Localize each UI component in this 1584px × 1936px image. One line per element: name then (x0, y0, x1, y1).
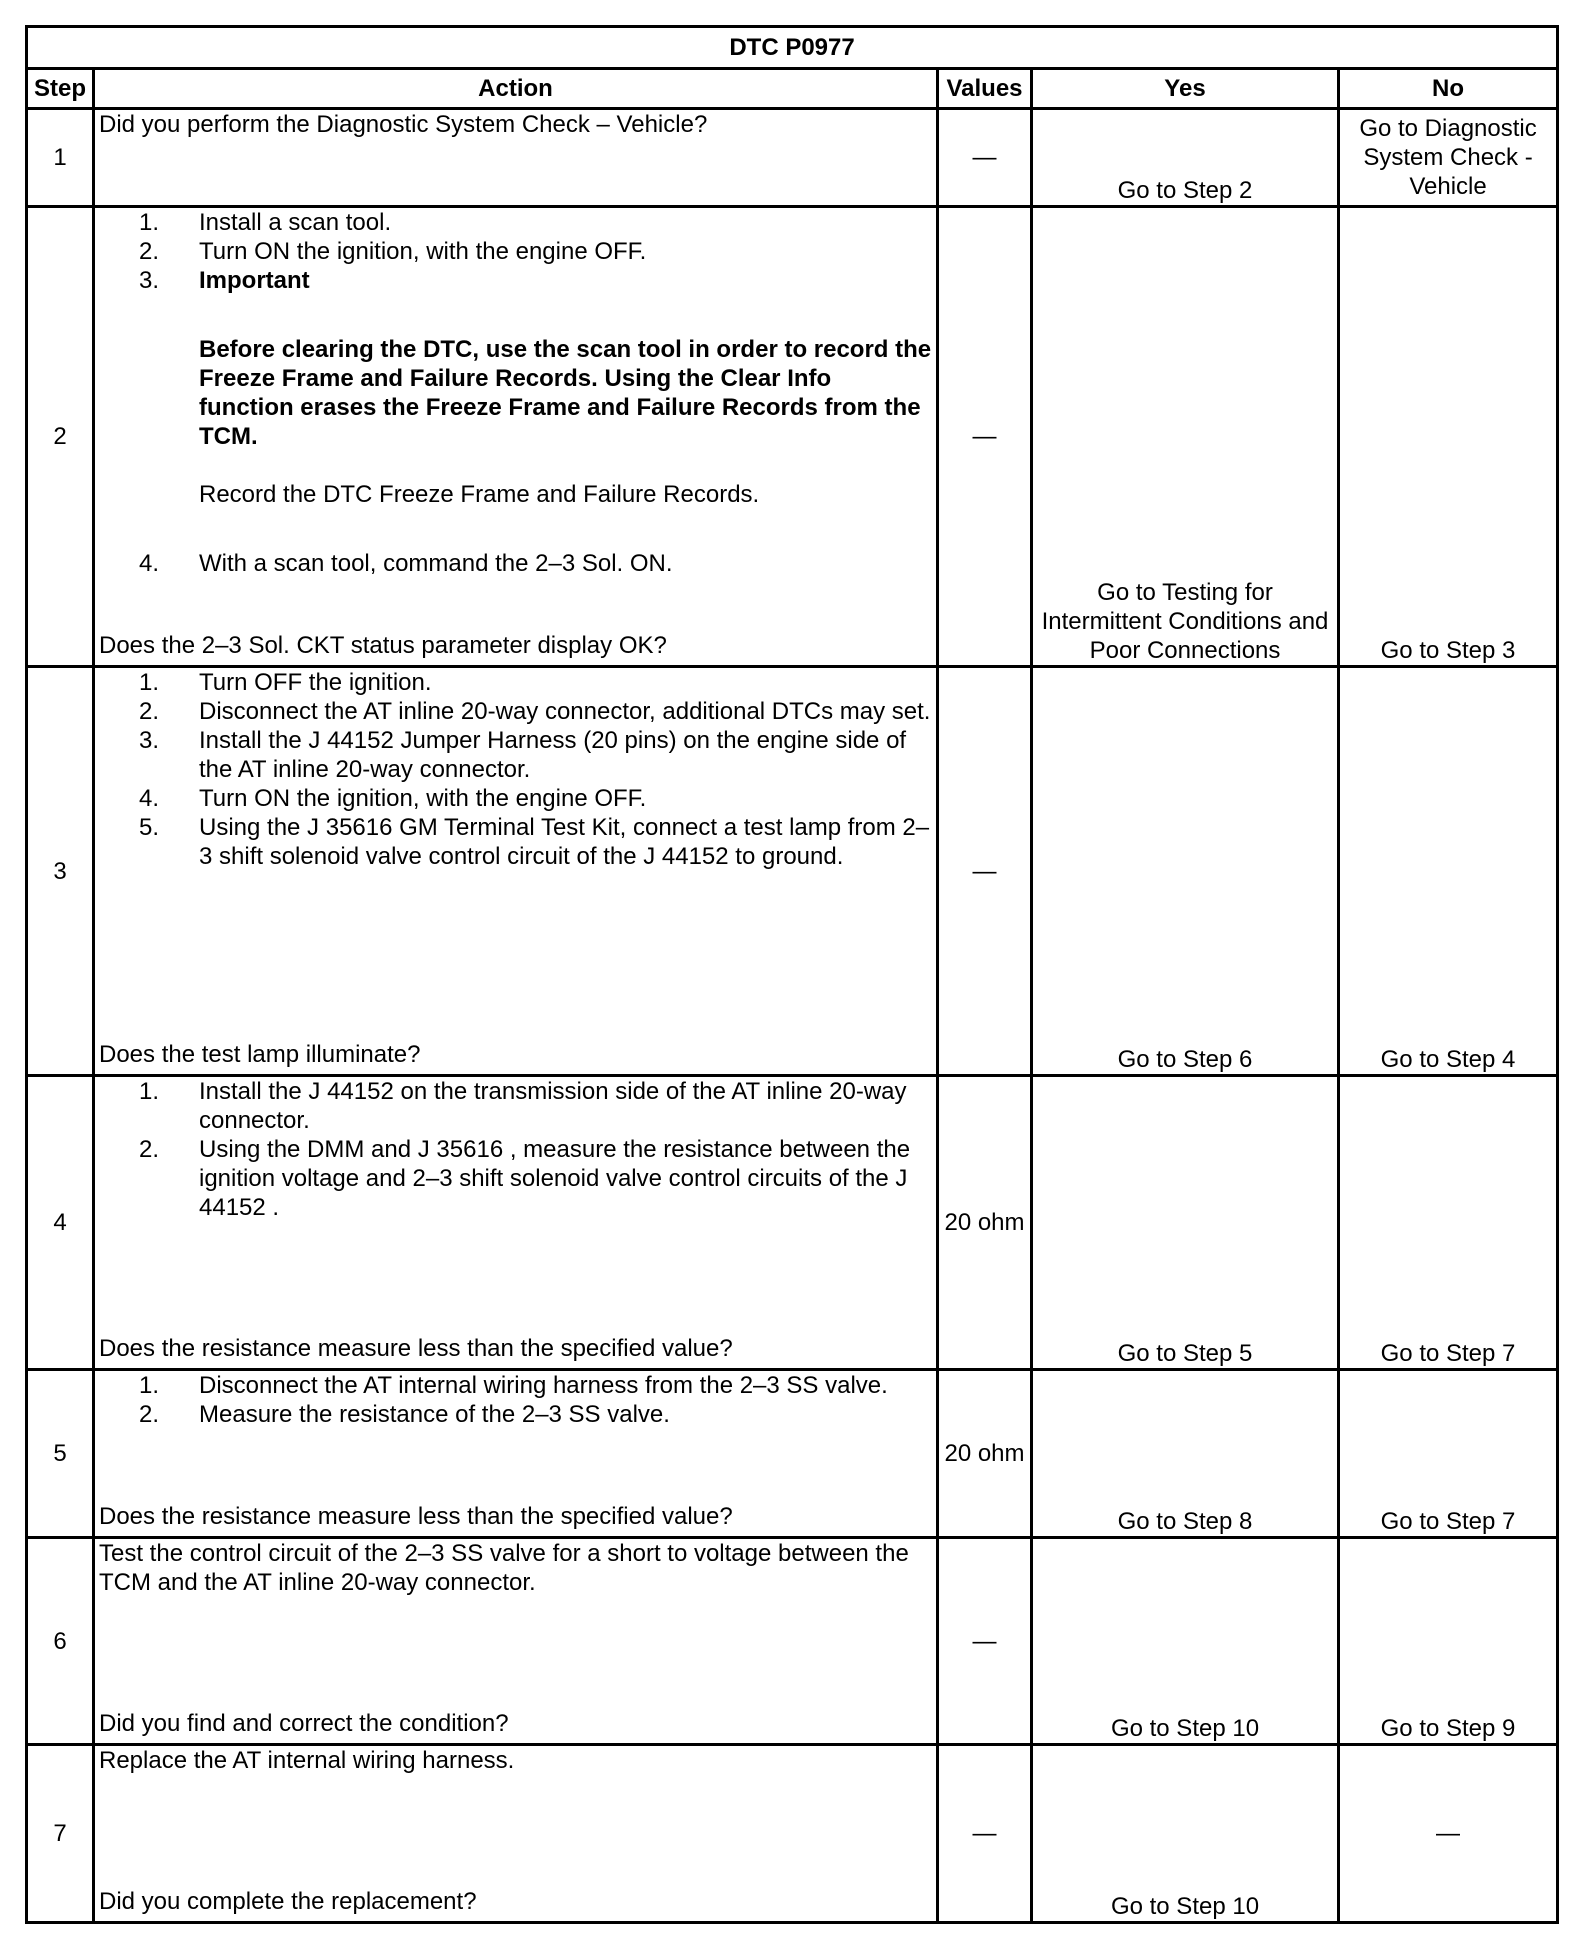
value-cell: 20 ohm (938, 1076, 1032, 1370)
action-cell (94, 667, 938, 1076)
value-cell: — (938, 1538, 1032, 1745)
list-item: 2. Disconnect the AT inline 20-way connector, additional DTCs may set. (138, 698, 931, 725)
step-number: 2 (27, 207, 94, 667)
list-item: 3. Install the J 44152 Jumper Harness (20 pins) on the engine side of the AT inline 20-way connector. (138, 727, 907, 783)
list-item: 2. Turn ON the ignition, with the engine OFF. (138, 238, 647, 265)
table-row (27, 1538, 1558, 1745)
value-cell: — (938, 109, 1032, 207)
list-item: 1. Disconnect the AT internal wiring harness from the 2–3 SS valve. (138, 1372, 888, 1399)
yes-cell: Go to Step 5 (1032, 1076, 1339, 1370)
list-item: 2. Measure the resistance of the 2–3 SS valve. (138, 1401, 670, 1428)
yes-cell: Go to Step 2 (1032, 109, 1339, 207)
yes-cell: Go to Testing for Intermittent Conditions and Poor Connections (1032, 207, 1339, 667)
action-question: Does the test lamp illuminate? (99, 1041, 421, 1068)
step-number: 3 (27, 667, 94, 1076)
action-question: Did you complete the replacement? (99, 1888, 477, 1915)
yes-cell: Go to Step 10 (1032, 1745, 1339, 1923)
list-item: 2. Using the DMM and J 35616 , measure the resistance between the ignition voltage and 2–3 shift solenoid valve control circuits of the J 44152 . (138, 1136, 911, 1221)
action-cell (94, 1076, 938, 1370)
step-number: 5 (27, 1370, 94, 1538)
action-instruction: Test the control circuit of the 2–3 SS valve for a short to voltage between the TCM and the AT inline 20-way connector. (99, 1540, 909, 1596)
table-row (27, 109, 1558, 207)
action-question: Did you find and correct the condition? (99, 1710, 509, 1737)
step-number: 4 (27, 1076, 94, 1370)
yes-cell: Go to Step 8 (1032, 1370, 1339, 1538)
action-question: Does the resistance measure less than the specified value? (99, 1503, 733, 1530)
header-no: No (1339, 69, 1558, 109)
value-cell: — (938, 207, 1032, 667)
important-note: Before clearing the DTC, use the scan tool in order to record the Freeze Frame and Failure Records. Using the Clear Info function erases the Freeze Frame and Failure Records from the TCM. (199, 336, 932, 450)
list-item: 1. Install a scan tool. (138, 209, 392, 236)
list-item: 1. Install the J 44152 on the transmission side of the AT inline 20-way connector. (138, 1078, 907, 1134)
action-question: Does the 2–3 Sol. CKT status parameter display OK? (99, 632, 667, 659)
no-cell: — (1339, 1745, 1558, 1923)
table-row (27, 667, 1558, 1076)
action-instruction: Replace the AT internal wiring harness. (99, 1747, 515, 1774)
action-cell (94, 1370, 938, 1538)
dtc-table (25, 25, 1559, 1924)
yes-cell: Go to Step 10 (1032, 1538, 1339, 1745)
header-values: Values (938, 69, 1032, 109)
no-cell: Go to Step 7 (1339, 1370, 1558, 1538)
action-question: Did you perform the Diagnostic System Check – Vehicle? (99, 111, 708, 138)
action-question: Does the resistance measure less than the specified value? (99, 1335, 733, 1362)
step-number: 7 (27, 1745, 94, 1923)
action-cell (94, 109, 938, 207)
record-text: Record the DTC Freeze Frame and Failure Records. (199, 481, 760, 508)
value-cell: — (938, 1745, 1032, 1923)
list-item: 4. Turn ON the ignition, with the engine OFF. (138, 785, 647, 812)
value-cell: 20 ohm (938, 1370, 1032, 1538)
header-yes: Yes (1032, 69, 1339, 109)
header-step: Step (27, 69, 94, 109)
table-row (27, 207, 1558, 667)
list-item: 1. Turn OFF the ignition. (138, 669, 432, 696)
list-item: 4. With a scan tool, command the 2–3 Sol. ON. (138, 550, 673, 577)
yes-cell: Go to Step 6 (1032, 667, 1339, 1076)
header-action: Action (94, 69, 938, 109)
step-number: 6 (27, 1538, 94, 1745)
table-title: DTC P0977 (27, 27, 1558, 69)
table-row (27, 1745, 1558, 1923)
value-cell: — (938, 667, 1032, 1076)
no-cell: Go to Step 9 (1339, 1538, 1558, 1745)
no-cell: Go to Step 3 (1339, 207, 1558, 667)
action-cell (94, 1745, 938, 1923)
action-cell (94, 207, 938, 667)
table-row (27, 1370, 1558, 1538)
no-cell: Go to Step 7 (1339, 1076, 1558, 1370)
action-cell (94, 1538, 938, 1745)
step-number: 1 (27, 109, 94, 207)
table-row (27, 1076, 1558, 1370)
list-item: 5. Using the J 35616 GM Terminal Test Kit, connect a test lamp from 2–3 shift solenoid valve control circuit of the J 44152 to ground. (138, 814, 930, 870)
no-cell: Go to Step 4 (1339, 667, 1558, 1076)
list-item: 3. Important (138, 267, 310, 294)
header-row (27, 69, 1558, 109)
no-cell: Go to Diagnostic System Check - Vehicle (1339, 109, 1558, 207)
